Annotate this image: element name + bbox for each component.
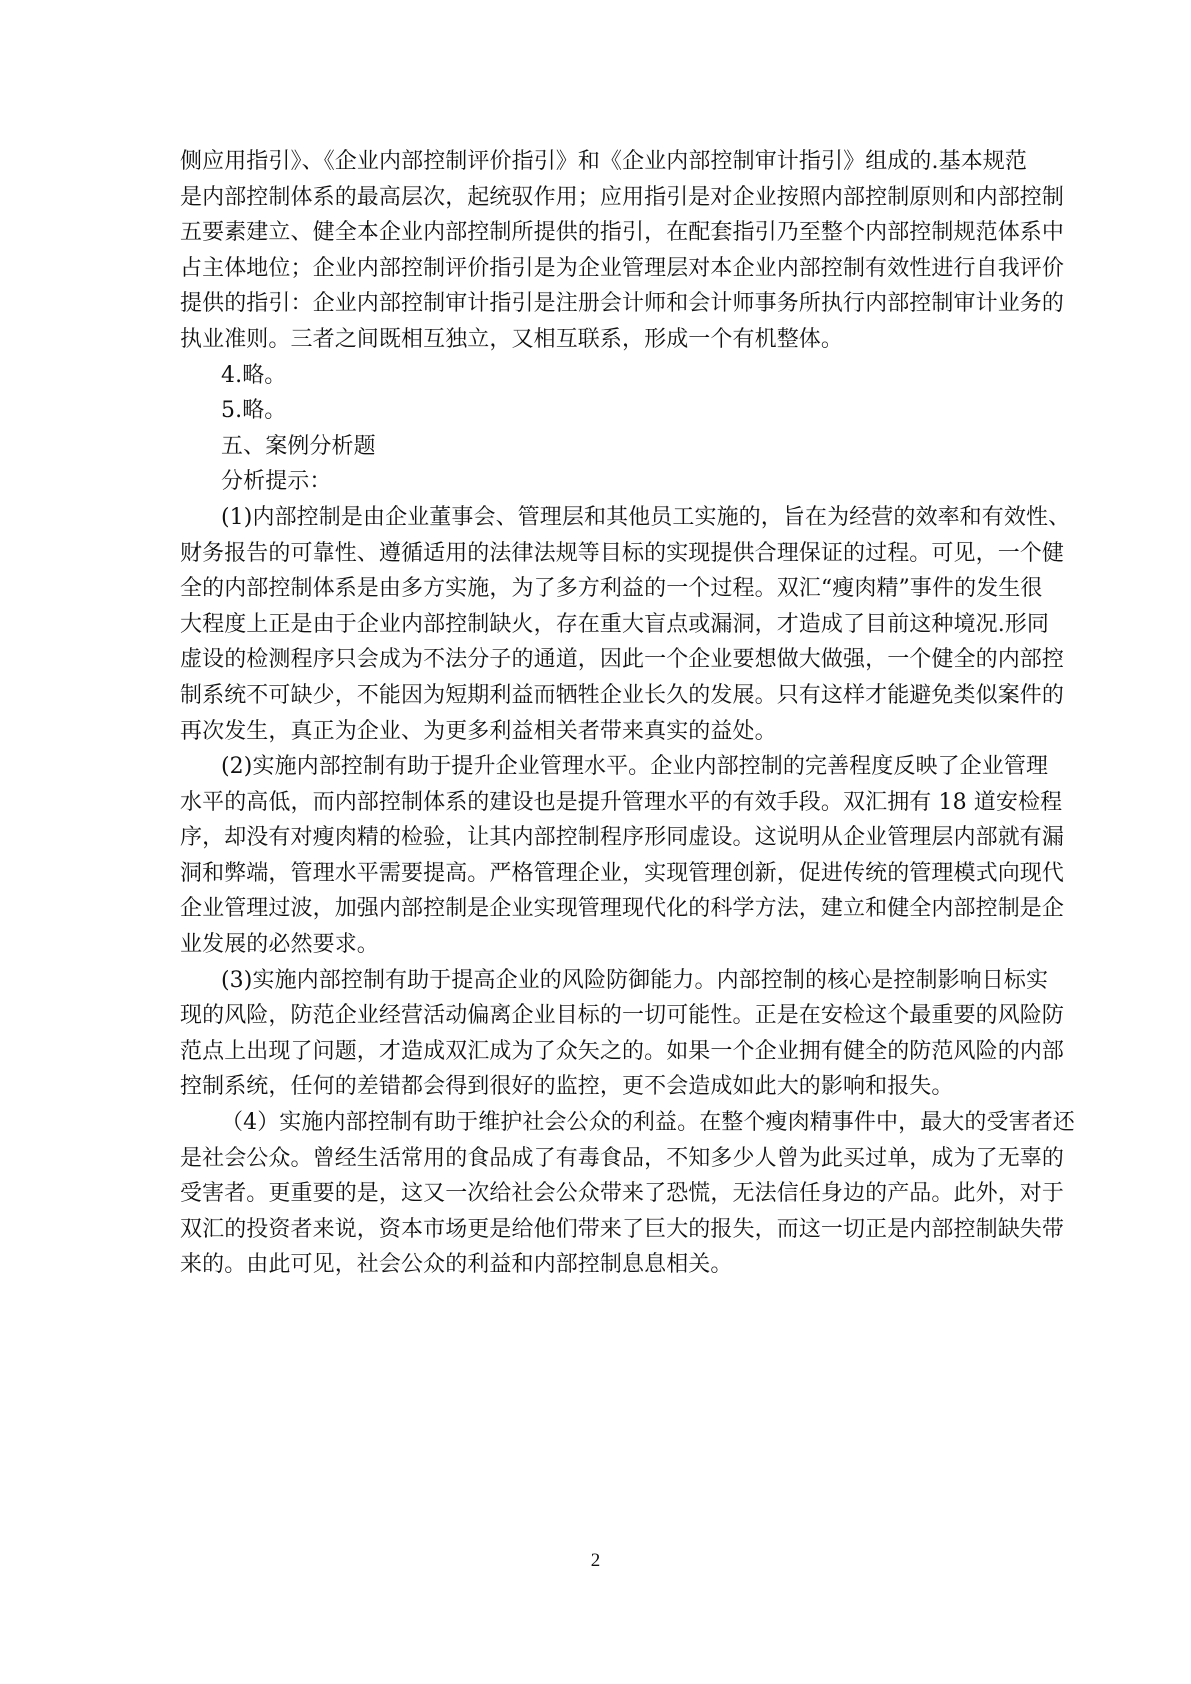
text-line: 五要素建立、健全本企业内部控制所提供的指引，在配套指引乃至整个内部控制规范体系中 xyxy=(180,220,1065,246)
text-line: (2)实施内部控制有助于提升企业管理水平。企业内部控制的完善程度反映了企业管理 xyxy=(221,754,1049,780)
text-line: 现的风险，防范企业经营活动偏离企业目标的一切可能性。正是在安检这个最重要的风险防 xyxy=(180,1003,1065,1029)
text-line: 分析提示： xyxy=(221,469,332,495)
paragraph-intro-continued xyxy=(180,144,1065,358)
text-line: 制系统不可缺少，不能因为短期利益而牺牲企业长久的发展。只有这样才能避免类似案件的 xyxy=(180,682,1065,708)
text-line: 大程度上正是由于企业内部控制缺火，存在重大盲点或漏洞，才造成了目前这种境况.形同 xyxy=(180,611,1049,637)
text-line: 企业管理过波，加强内部控制是企业实现管理现代化的科学方法，建立和健全内部控制是企 xyxy=(180,896,1065,922)
text-line: 来的。由此可见，社会公众的利益和内部控制息息相关。 xyxy=(180,1252,733,1278)
text-line: 4.略。 xyxy=(221,362,287,388)
text-line: 是内部控制体系的最高层次，起统驭作用；应用指引是对企业按照内部控制原则和内部控制 xyxy=(180,184,1065,210)
paragraph-point-4 xyxy=(180,1105,1075,1283)
paragraph-item-4 xyxy=(180,358,1016,394)
paragraph-analysis-hint xyxy=(180,464,1016,500)
paragraph-point-1 xyxy=(180,500,1071,749)
paragraph-point-2 xyxy=(180,749,1065,963)
paragraph-section-heading xyxy=(180,429,1016,465)
text-line: 占主体地位；企业内部控制评价指引是为企业管理层对本企业内部控制有效性进行自我评价 xyxy=(180,255,1065,281)
text-line: 范点上出现了问题，才造成双汇成为了众矢之的。如果一个企业拥有健全的防范风险的内部 xyxy=(180,1038,1065,1064)
text-line: 双汇的投资者来说，资本市场更是给他们带来了巨大的报失，而这一切正是内部控制缺失带 xyxy=(180,1216,1065,1242)
text-line: 5.略。 xyxy=(221,398,287,424)
text-line: (3)实施内部控制有助于提高企业的风险防御能力。内部控制的核心是控制影响日标实 xyxy=(221,967,1049,993)
text-line: (1)内部控制是由企业董事会、管理层和其他员工实施的，旨在为经营的效率和有效性、 xyxy=(221,504,1071,530)
text-line: 业发展的必然要求。 xyxy=(180,932,379,958)
text-line: 执业准则。三者之间既相互独立，又相互联系，形成一个有机整体。 xyxy=(180,326,844,352)
page-number: 2 xyxy=(590,1550,601,1571)
text-line: 受害者。更重要的是，这又一次给社会公众带来了恐慌，无法信任身边的产品。此外，对于 xyxy=(180,1181,1065,1207)
paragraph-point-3 xyxy=(180,963,1065,1105)
text-line: 再次发生，真正为企业、为更多利益相关者带来真实的益处。 xyxy=(180,718,777,744)
text-line: 控制系统，任何的差错都会得到很好的监控，更不会造成如此大的影响和报失。 xyxy=(180,1074,954,1100)
document-body xyxy=(180,144,1075,1283)
text-line: 财务报告的可靠性、遵循适用的法律法规等目标的实现提供合理保证的过程。可见，一个健 xyxy=(180,540,1065,566)
text-line: 序，却没有对瘦肉精的检验，让其内部控制程序形同虚设。这说明从企业管理层内部就有漏 xyxy=(180,825,1065,851)
text-line: （4）实施内部控制有助于维护社会公众的利益。在整个瘦肉精事件中，最大的受害者还 xyxy=(221,1110,1075,1136)
text-line: 洞和弊端，管理水平需要提高。严格管理企业，实现管理创新，促进传统的管理模式向现代 xyxy=(180,860,1065,886)
text-line: 侧应用指引》、《企业内部控制评价指引》和《企业内部控制审计指引》组成的.基本规范 xyxy=(180,149,1027,174)
text-line: 五、案例分析题 xyxy=(221,433,376,459)
text-line: 是社会公众。曾经生活常用的食品成了有毒食品，不知多少人曾为此买过单，成为了无辜的 xyxy=(180,1145,1065,1171)
text-line: 提供的指引：企业内部控制审计指引是注册会计师和会计师事务所执行内部控制审计业务的 xyxy=(180,291,1065,317)
paragraph-item-5 xyxy=(180,393,1016,429)
text-line: 全的内部控制体系是由多方实施，为了多方利益的一个过程。双汇“瘦肉精”事件的发生很 xyxy=(180,576,1043,602)
text-line: 水平的高低，而内部控制体系的建设也是提升管理水平的有效手段。双汇拥有 18 道安检程 xyxy=(180,789,1063,815)
text-line: 虚设的检测程序只会成为不法分子的通道，因此一个企业要想做大做强，一个健全的内部控 xyxy=(180,647,1065,673)
